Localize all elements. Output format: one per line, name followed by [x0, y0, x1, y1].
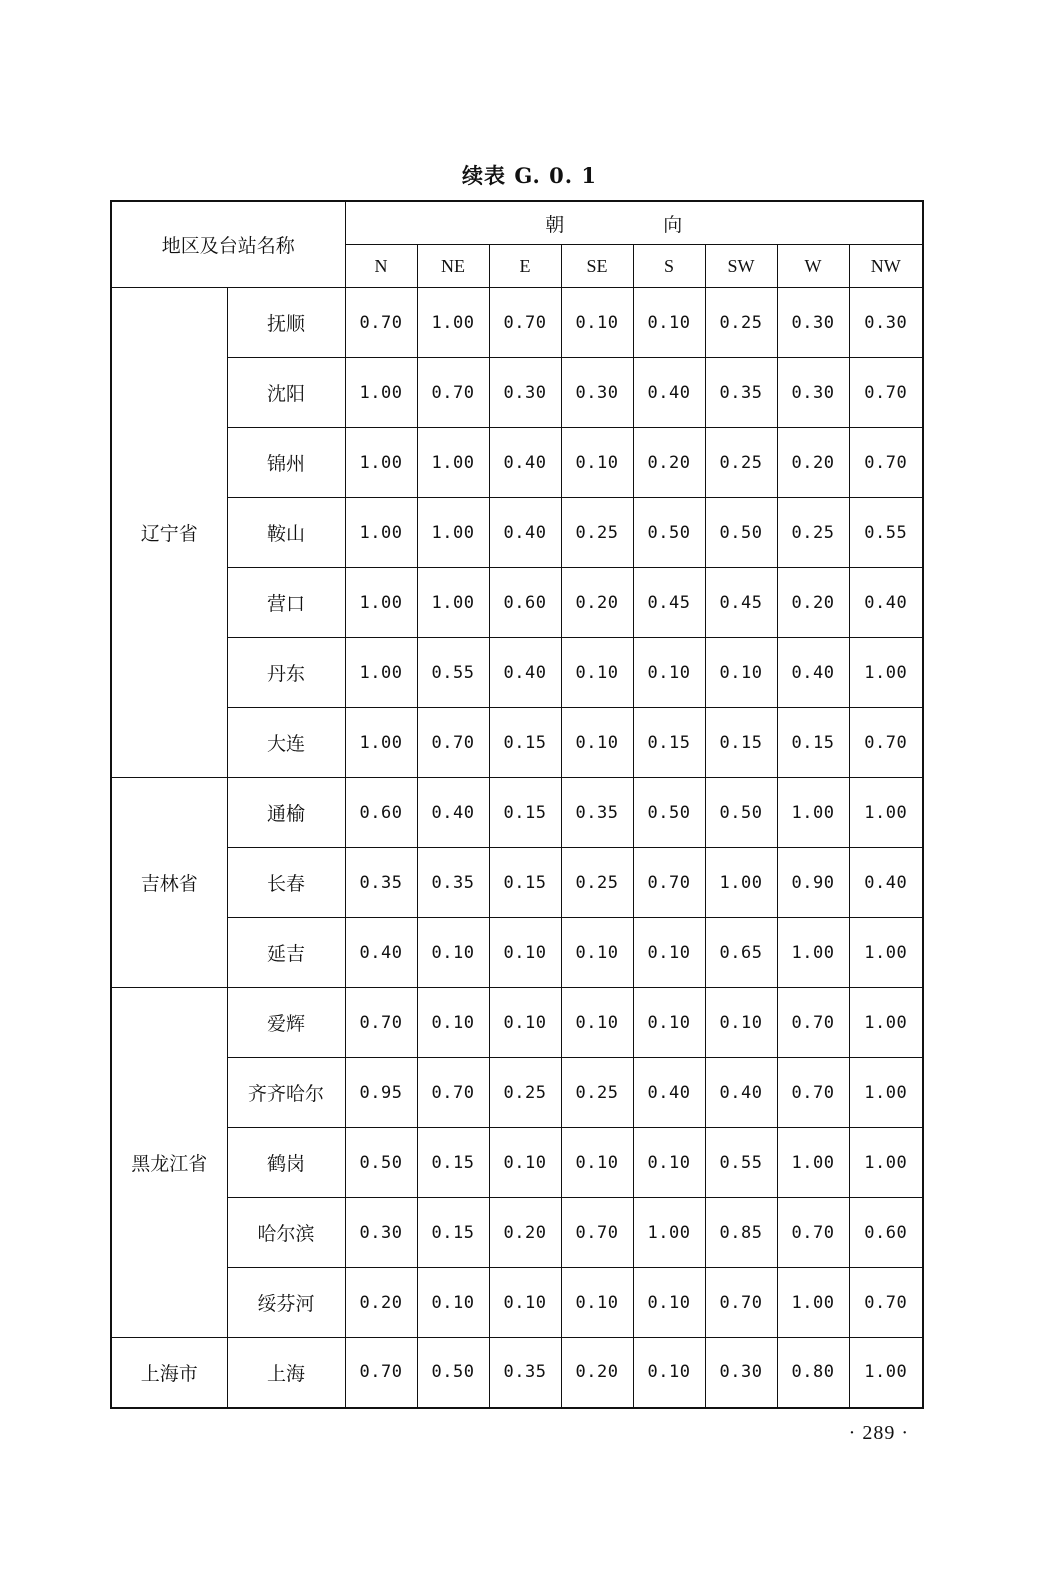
value-cell: 0.40	[777, 638, 849, 708]
value-cell: 0.55	[417, 638, 489, 708]
value-cell: 0.10	[489, 988, 561, 1058]
value-cell: 0.70	[417, 1058, 489, 1128]
value-cell: 1.00	[777, 918, 849, 988]
value-cell: 0.50	[705, 498, 777, 568]
station-cell: 通榆	[227, 778, 345, 848]
value-cell: 0.70	[705, 1268, 777, 1338]
value-cell: 0.45	[705, 568, 777, 638]
value-cell: 0.10	[561, 288, 633, 358]
value-cell: 0.35	[705, 358, 777, 428]
value-cell: 0.35	[345, 848, 417, 918]
value-cell: 0.10	[705, 988, 777, 1058]
table-row	[111, 1128, 923, 1198]
value-cell: 0.20	[345, 1268, 417, 1338]
value-cell: 0.50	[345, 1128, 417, 1198]
direction-header-ne: NE	[417, 245, 489, 288]
table-row	[111, 1058, 923, 1128]
value-cell: 0.30	[489, 358, 561, 428]
value-cell: 0.40	[489, 428, 561, 498]
value-cell: 0.25	[561, 498, 633, 568]
station-cell: 长春	[227, 848, 345, 918]
station-cell: 丹东	[227, 638, 345, 708]
value-cell: 0.10	[561, 638, 633, 708]
orientation-header: 朝 向	[345, 201, 923, 245]
value-cell: 0.70	[345, 988, 417, 1058]
value-cell: 0.10	[489, 918, 561, 988]
table-row	[111, 1198, 923, 1268]
value-cell: 0.10	[633, 288, 705, 358]
value-cell: 0.70	[417, 358, 489, 428]
value-cell: 0.80	[777, 1338, 849, 1408]
province-cell: 辽宁省	[111, 288, 227, 778]
value-cell: 0.40	[489, 498, 561, 568]
region-station-header: 地区及台站名称	[111, 201, 345, 288]
value-cell: 0.40	[489, 638, 561, 708]
value-cell: 0.10	[633, 918, 705, 988]
station-cell: 沈阳	[227, 358, 345, 428]
value-cell: 0.70	[849, 358, 923, 428]
value-cell: 1.00	[849, 1338, 923, 1408]
value-cell: 0.10	[561, 1128, 633, 1198]
value-cell: 0.10	[633, 638, 705, 708]
value-cell: 1.00	[345, 428, 417, 498]
value-cell: 0.30	[777, 288, 849, 358]
direction-header-n: N	[345, 245, 417, 288]
value-cell: 0.20	[561, 568, 633, 638]
value-cell: 0.70	[345, 1338, 417, 1408]
table-row	[111, 498, 923, 568]
province-cell: 吉林省	[111, 778, 227, 988]
value-cell: 0.70	[849, 1268, 923, 1338]
value-cell: 0.70	[849, 428, 923, 498]
province-cell: 黑龙江省	[111, 988, 227, 1338]
value-cell: 0.20	[777, 428, 849, 498]
value-cell: 0.35	[417, 848, 489, 918]
table-header	[111, 201, 923, 288]
value-cell: 0.25	[777, 498, 849, 568]
value-cell: 0.60	[849, 1198, 923, 1268]
value-cell: 0.40	[345, 918, 417, 988]
value-cell: 1.00	[849, 778, 923, 848]
value-cell: 0.55	[849, 498, 923, 568]
value-cell: 1.00	[345, 498, 417, 568]
value-cell: 0.15	[489, 848, 561, 918]
value-cell: 0.10	[417, 918, 489, 988]
direction-header-se: SE	[561, 245, 633, 288]
table-row	[111, 1268, 923, 1338]
value-cell: 0.55	[705, 1128, 777, 1198]
table-row	[111, 638, 923, 708]
table-row	[111, 918, 923, 988]
value-cell: 0.10	[561, 428, 633, 498]
value-cell: 0.10	[489, 1128, 561, 1198]
value-cell: 0.10	[561, 988, 633, 1058]
value-cell: 0.30	[705, 1338, 777, 1408]
value-cell: 0.15	[489, 778, 561, 848]
value-cell: 0.10	[417, 988, 489, 1058]
value-cell: 0.15	[489, 708, 561, 778]
value-cell: 0.50	[633, 498, 705, 568]
table-row	[111, 428, 923, 498]
value-cell: 0.10	[561, 918, 633, 988]
station-cell: 齐齐哈尔	[227, 1058, 345, 1128]
value-cell: 0.40	[705, 1058, 777, 1128]
station-cell: 锦州	[227, 428, 345, 498]
value-cell: 0.90	[777, 848, 849, 918]
value-cell: 0.30	[345, 1198, 417, 1268]
value-cell: 0.10	[633, 1128, 705, 1198]
value-cell: 0.15	[417, 1198, 489, 1268]
direction-header-e: E	[489, 245, 561, 288]
value-cell: 0.10	[633, 1268, 705, 1338]
value-cell: 0.50	[417, 1338, 489, 1408]
value-cell: 0.10	[633, 988, 705, 1058]
value-cell: 0.35	[489, 1338, 561, 1408]
value-cell: 0.50	[705, 778, 777, 848]
value-cell: 0.10	[417, 1268, 489, 1338]
value-cell: 0.15	[705, 708, 777, 778]
direction-header-sw: SW	[705, 245, 777, 288]
value-cell: 0.70	[561, 1198, 633, 1268]
value-cell: 0.10	[561, 1268, 633, 1338]
value-cell: 1.00	[633, 1198, 705, 1268]
value-cell: 0.45	[633, 568, 705, 638]
value-cell: 1.00	[777, 1268, 849, 1338]
value-cell: 0.25	[561, 848, 633, 918]
value-cell: 0.40	[849, 848, 923, 918]
value-cell: 0.10	[633, 1338, 705, 1408]
value-cell: 0.95	[345, 1058, 417, 1128]
table-row	[111, 988, 923, 1058]
value-cell: 0.70	[417, 708, 489, 778]
value-cell: 0.40	[633, 1058, 705, 1128]
value-cell: 1.00	[705, 848, 777, 918]
value-cell: 0.25	[705, 428, 777, 498]
table-row	[111, 1338, 923, 1408]
station-cell: 爱辉	[227, 988, 345, 1058]
station-cell: 抚顺	[227, 288, 345, 358]
value-cell: 0.20	[561, 1338, 633, 1408]
value-cell: 0.25	[705, 288, 777, 358]
value-cell: 1.00	[417, 568, 489, 638]
value-cell: 0.10	[561, 708, 633, 778]
station-cell: 营口	[227, 568, 345, 638]
value-cell: 0.20	[633, 428, 705, 498]
value-cell: 1.00	[849, 918, 923, 988]
value-cell: 0.70	[489, 288, 561, 358]
table-row	[111, 778, 923, 848]
value-cell: 0.65	[705, 918, 777, 988]
value-cell: 1.00	[345, 638, 417, 708]
table-caption: 续表 G. 0. 1	[462, 163, 597, 188]
value-cell: 0.35	[561, 778, 633, 848]
value-cell: 1.00	[345, 708, 417, 778]
province-cell: 上海市	[111, 1338, 227, 1408]
value-cell: 0.20	[777, 568, 849, 638]
station-cell: 鞍山	[227, 498, 345, 568]
value-cell: 0.15	[777, 708, 849, 778]
value-cell: 0.30	[849, 288, 923, 358]
station-cell: 鹤岗	[227, 1128, 345, 1198]
direction-header-w: W	[777, 245, 849, 288]
value-cell: 0.70	[849, 708, 923, 778]
value-cell: 0.30	[777, 358, 849, 428]
value-cell: 1.00	[417, 288, 489, 358]
station-cell: 绥芬河	[227, 1268, 345, 1338]
value-cell: 1.00	[849, 988, 923, 1058]
value-cell: 0.60	[345, 778, 417, 848]
table-row	[111, 848, 923, 918]
direction-header-s: S	[633, 245, 705, 288]
value-cell: 0.40	[633, 358, 705, 428]
value-cell: 1.00	[777, 1128, 849, 1198]
page-number: · 289 ·	[848, 1422, 909, 1444]
value-cell: 0.10	[705, 638, 777, 708]
value-cell: 0.50	[633, 778, 705, 848]
value-cell: 0.20	[489, 1198, 561, 1268]
station-cell: 大连	[227, 708, 345, 778]
value-cell: 1.00	[777, 778, 849, 848]
value-cell: 1.00	[345, 358, 417, 428]
value-cell: 0.15	[417, 1128, 489, 1198]
value-cell: 0.40	[849, 568, 923, 638]
value-cell: 0.40	[417, 778, 489, 848]
table-row	[111, 568, 923, 638]
station-cell: 上海	[227, 1338, 345, 1408]
value-cell: 0.25	[489, 1058, 561, 1128]
value-cell: 1.00	[417, 428, 489, 498]
value-cell: 0.10	[489, 1268, 561, 1338]
table-row	[111, 358, 923, 428]
value-cell: 0.70	[777, 988, 849, 1058]
direction-header-nw: NW	[849, 245, 923, 288]
value-cell: 1.00	[849, 1128, 923, 1198]
table-row	[111, 288, 923, 358]
value-cell: 1.00	[417, 498, 489, 568]
value-cell: 0.70	[777, 1198, 849, 1268]
orientation-coefficient-table	[110, 200, 924, 1409]
station-cell: 哈尔滨	[227, 1198, 345, 1268]
value-cell: 1.00	[345, 568, 417, 638]
value-cell: 0.70	[777, 1058, 849, 1128]
value-cell: 0.25	[561, 1058, 633, 1128]
value-cell: 0.70	[633, 848, 705, 918]
value-cell: 0.30	[561, 358, 633, 428]
value-cell: 1.00	[849, 638, 923, 708]
table-row	[111, 708, 923, 778]
station-cell: 延吉	[227, 918, 345, 988]
value-cell: 0.70	[345, 288, 417, 358]
value-cell: 0.15	[633, 708, 705, 778]
value-cell: 0.60	[489, 568, 561, 638]
value-cell: 1.00	[849, 1058, 923, 1128]
table-body	[111, 288, 923, 1408]
value-cell: 0.85	[705, 1198, 777, 1268]
